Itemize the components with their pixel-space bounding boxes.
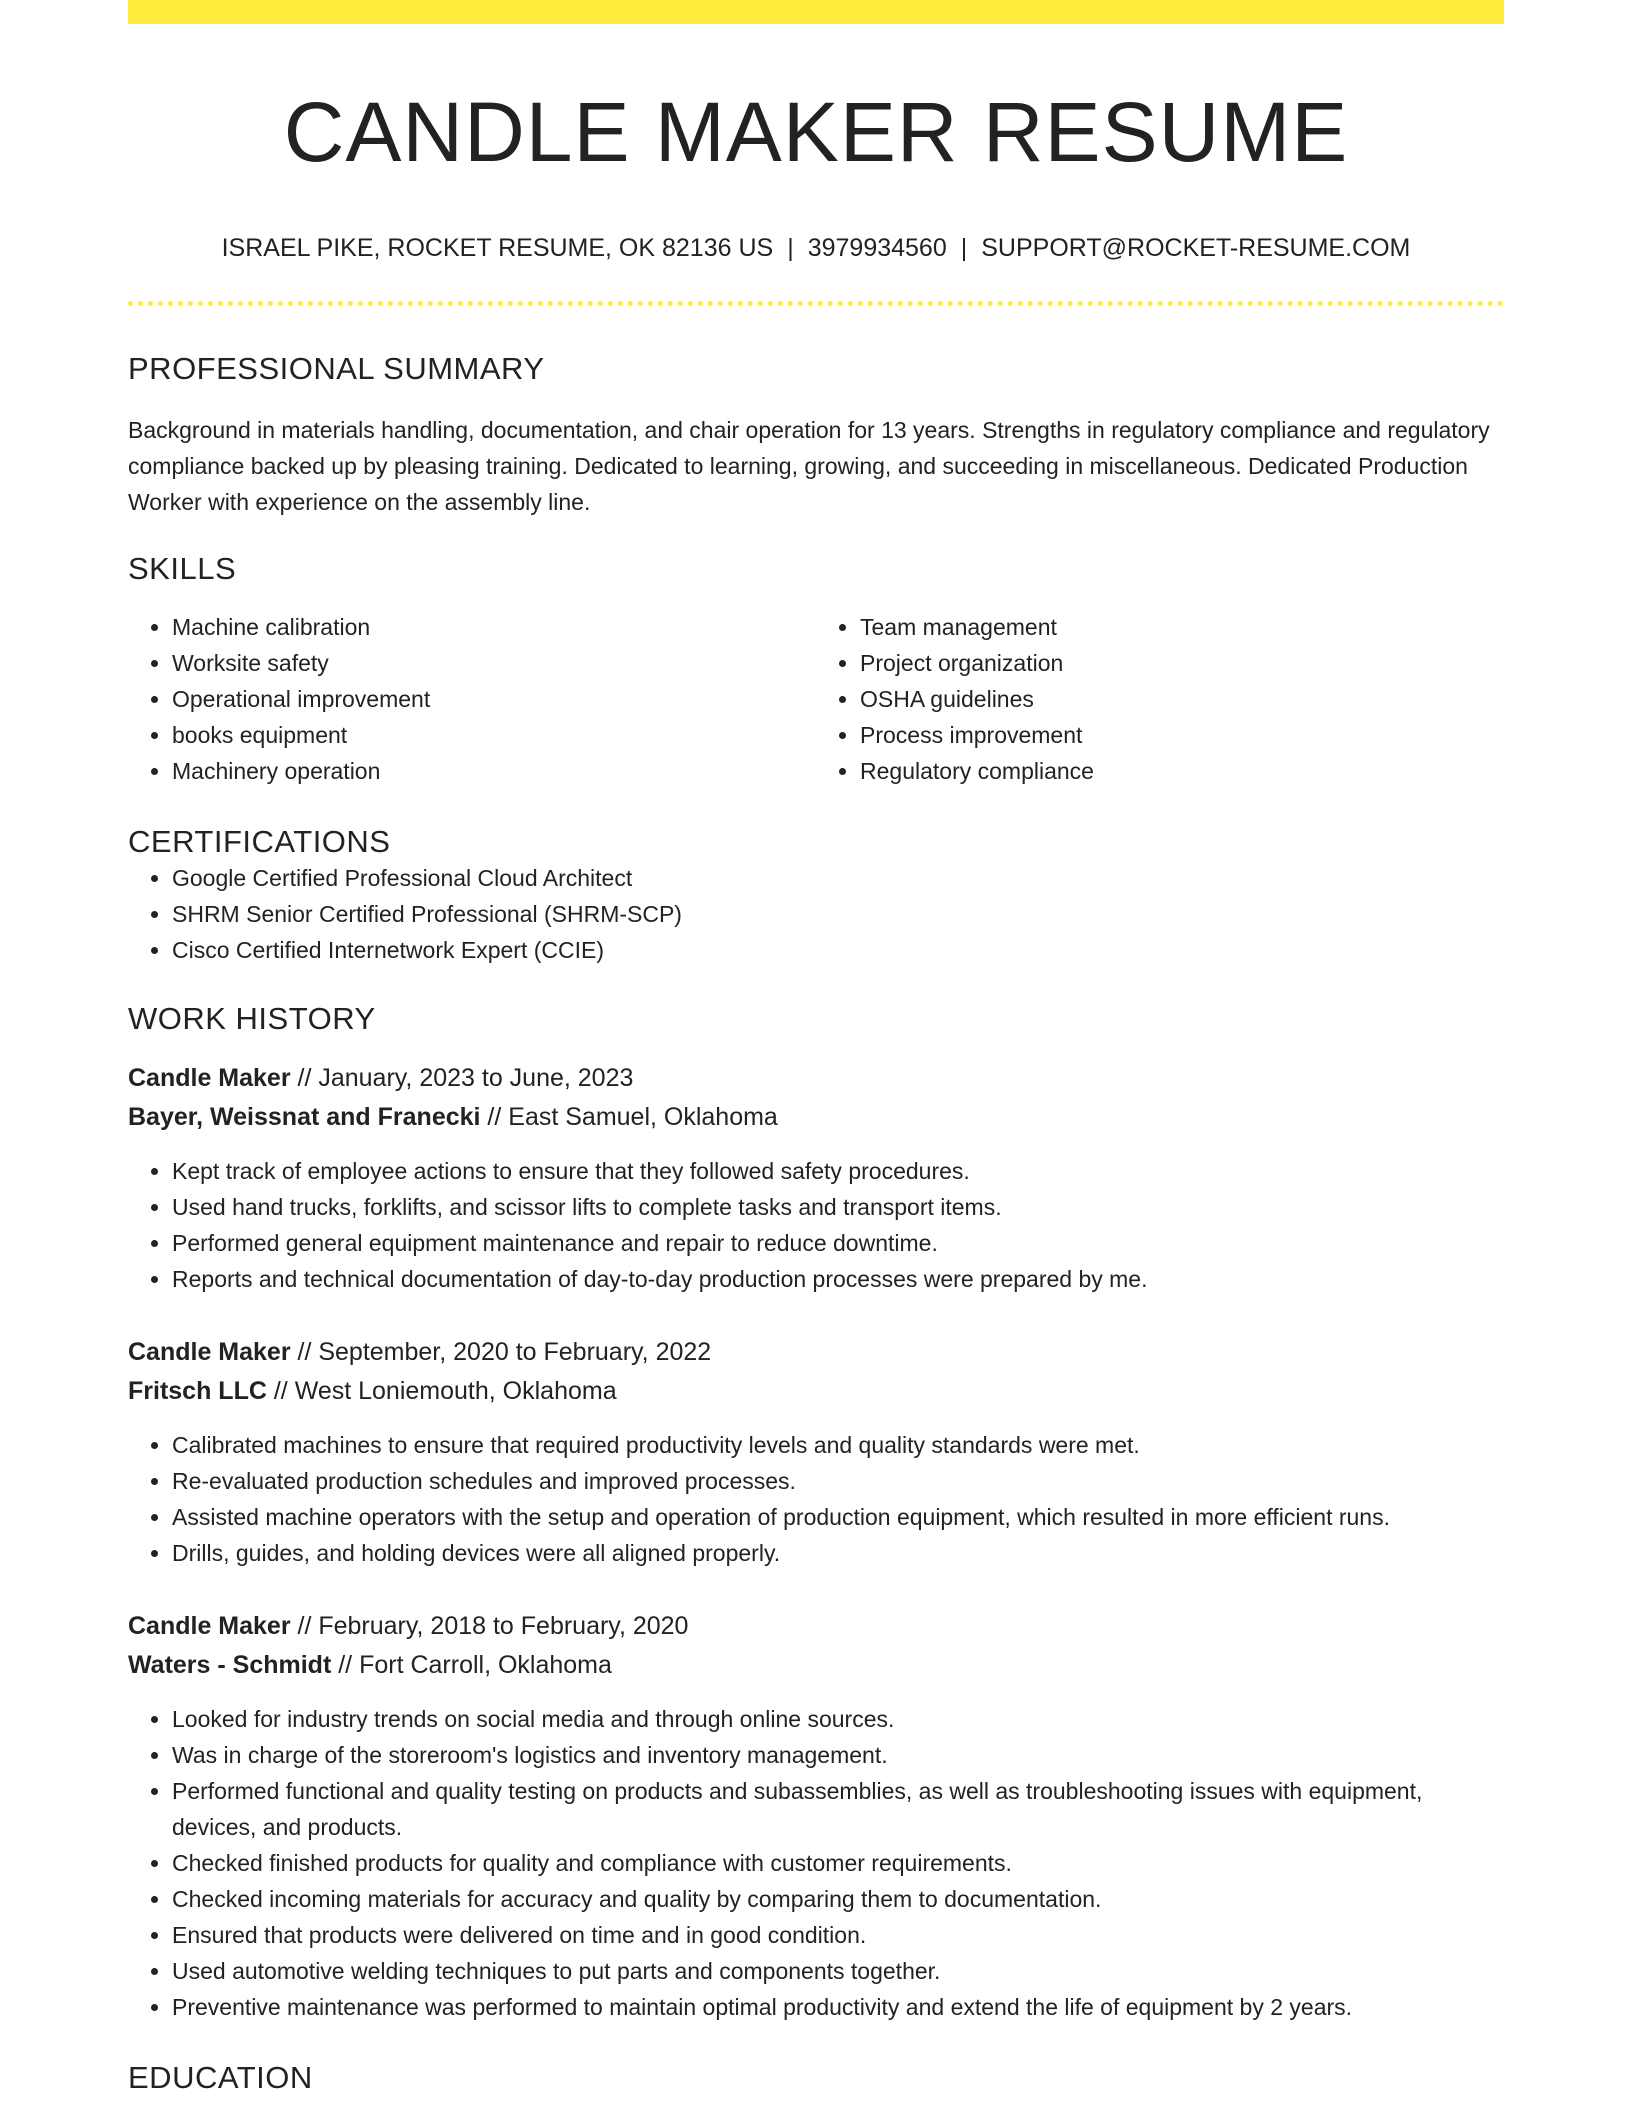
job-duty: • Re-evaluated production schedules and improved processes. — [172, 1463, 1504, 1499]
education-heading: EDUCATION — [128, 2060, 313, 2096]
job-duty: • Assisted machine operators with the setup and operation of production equipment, which resulted in more efficient runs. — [172, 1499, 1504, 1535]
certifications-heading: CERTIFICATIONS — [128, 823, 391, 859]
job-duties-list — [128, 1153, 1504, 1297]
skill-item: • Team management — [860, 609, 1504, 645]
certification-item: • Cisco Certified Internetwork Expert (CCIE) — [172, 932, 1504, 968]
certification-item: • Google Certified Professional Cloud Architect — [172, 860, 1504, 896]
skills-list-right — [816, 609, 1504, 789]
skills-grid — [128, 609, 1504, 789]
job-title: Candle Maker — [128, 1338, 291, 1367]
skill-item: • OSHA guidelines — [860, 681, 1504, 717]
job-title-line — [128, 1333, 1504, 1372]
summary-text: Background in materials handling, documentation, and chair operation for 13 years. Strengths in regulatory compliance and regulatory compliance backed up by pleasing training. Dedicated to learning, growing, and succeeding in miscellaneous. Dedicated Production Worker with experience on the assembly line. — [128, 416, 1490, 515]
job-title-line — [128, 1059, 1504, 1098]
job-entry — [128, 1333, 1504, 1571]
job-duty: • Performed functional and quality testing on products and subassemblies, as well as troubleshooting issues with equipment, devices, and products. — [172, 1773, 1504, 1845]
skill-item: • Machine calibration — [172, 609, 816, 645]
job-entry — [128, 1059, 1504, 1297]
skill-item: • Machinery operation — [172, 753, 816, 789]
contact-separator: | — [960, 234, 968, 263]
job-duty: • Used automotive welding techniques to put parts and components together. — [172, 1953, 1504, 1989]
job-company: Bayer, Weissnat and Franecki — [128, 1103, 481, 1132]
job-duty: • Used hand trucks, forklifts, and scissor lifts to complete tasks and transport items. — [172, 1189, 1504, 1225]
job-duty: • Performed general equipment maintenance and repair to reduce downtime. — [172, 1225, 1504, 1261]
job-duties-list — [128, 1427, 1504, 1571]
job-title-line — [128, 1607, 1504, 1646]
skills-heading: SKILLS — [128, 550, 237, 586]
contact-email: SUPPORT@ROCKET-RESUME.COM — [981, 234, 1411, 263]
job-company: Waters - Schmidt — [128, 1651, 332, 1680]
certification-item: • SHRM Senior Certified Professional (SHRM-SCP) — [172, 896, 1504, 932]
contact-separator: | — [787, 234, 794, 263]
job-duty: • Was in charge of the storeroom's logistics and inventory management. — [172, 1737, 1504, 1773]
job-company-line — [128, 1372, 1504, 1411]
skill-item: • Worksite safety — [172, 645, 816, 681]
contact-line — [128, 233, 1504, 263]
job-duties-list — [128, 1701, 1504, 2025]
job-dates: // September, 2020 to February, 2022 — [290, 1338, 712, 1367]
certifications-list — [128, 860, 1504, 968]
job-duty: • Looked for industry trends on social media and through online sources. — [172, 1701, 1504, 1737]
job-dates: // February, 2018 to February, 2020 — [290, 1612, 689, 1641]
job-location: // Fort Carroll, Oklahoma — [331, 1651, 612, 1680]
skills-list-left — [128, 609, 816, 789]
job-location: // East Samuel, Oklahoma — [480, 1103, 778, 1132]
job-company: Fritsch LLC — [128, 1377, 267, 1406]
resume-title: CANDLE MAKER RESUME — [283, 85, 1349, 179]
skill-item: • Process improvement — [860, 717, 1504, 753]
contact-phone: 3979934560 — [807, 234, 947, 263]
job-company-line — [128, 1646, 1504, 1685]
job-duty: • Checked incoming materials for accuracy and quality by comparing them to documentation. — [172, 1881, 1504, 1917]
contact-address: ISRAEL PIKE, ROCKET RESUME, OK 82136 US — [221, 234, 774, 263]
job-duty: • Calibrated machines to ensure that required productivity levels and quality standards were met. — [172, 1427, 1504, 1463]
job-entry — [128, 1607, 1504, 2025]
accent-bar — [128, 0, 1504, 24]
resume-page — [128, 0, 1504, 2096]
skill-item: • Operational improvement — [172, 681, 816, 717]
skill-item: • Project organization — [860, 645, 1504, 681]
job-company-line — [128, 1098, 1504, 1137]
job-duty: • Reports and technical documentation of day-to-day production processes were prepared by me. — [172, 1261, 1504, 1297]
job-duty: • Checked finished products for quality and compliance with customer requirements. — [172, 1845, 1504, 1881]
summary-heading: PROFESSIONAL SUMMARY — [128, 351, 545, 387]
job-dates: // January, 2023 to June, 2023 — [290, 1064, 634, 1093]
job-duty: • Kept track of employee actions to ensure that they followed safety procedures. — [172, 1153, 1504, 1189]
job-location: // West Loniemouth, Oklahoma — [266, 1377, 617, 1406]
work-history-heading: WORK HISTORY — [128, 1000, 376, 1036]
skill-item: • Regulatory compliance — [860, 753, 1504, 789]
skill-item: • books equipment — [172, 717, 816, 753]
job-duty: • Ensured that products were delivered on time and in good condition. — [172, 1917, 1504, 1953]
job-title: Candle Maker — [128, 1612, 291, 1641]
job-duty: • Drills, guides, and holding devices were all aligned properly. — [172, 1535, 1504, 1571]
dotted-divider — [128, 301, 1504, 306]
job-duty: • Preventive maintenance was performed to maintain optimal productivity and extend the life of equipment by 2 years. — [172, 1989, 1504, 2025]
job-title: Candle Maker — [128, 1064, 291, 1093]
